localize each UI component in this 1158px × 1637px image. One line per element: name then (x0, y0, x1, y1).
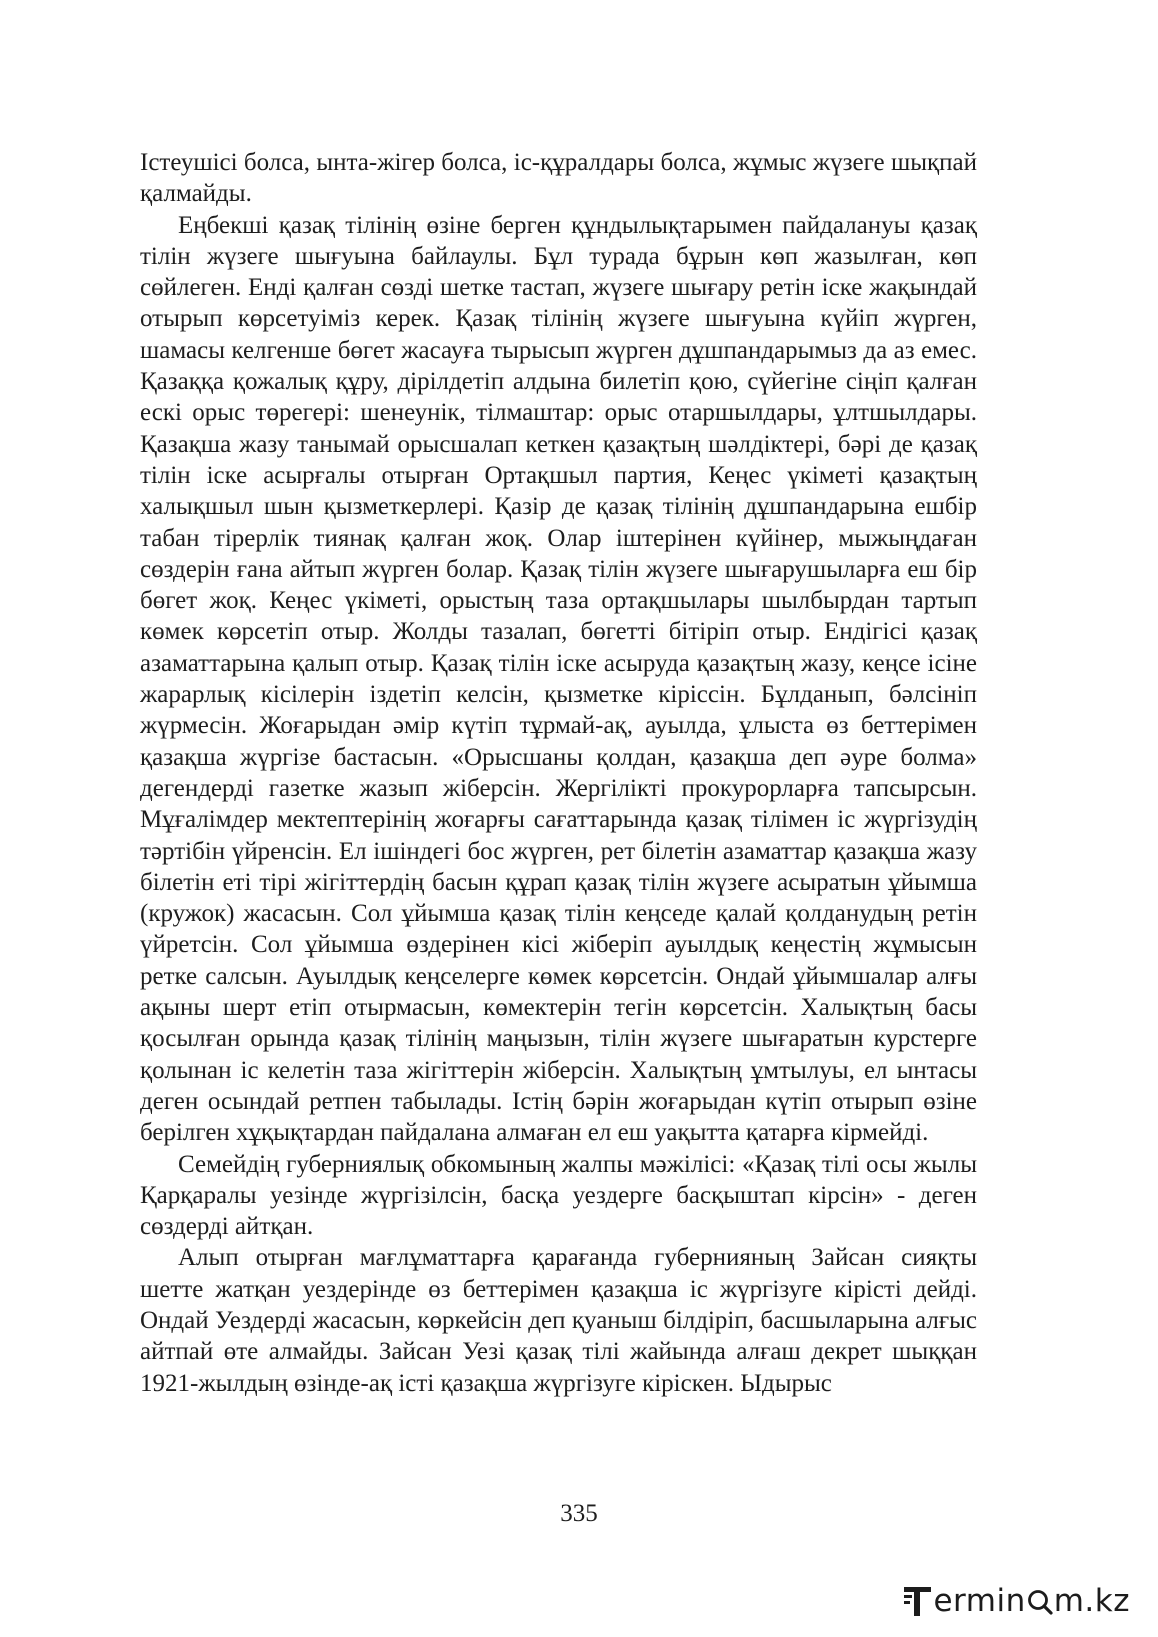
watermark-text-start: ermin (933, 1583, 1026, 1619)
paragraph-2: Еңбекші қазақ тілінің өзіне берген құндылықтарымен пайдалануы қазақ тілін жүзеге шығуына байлаулы. Бұл турада бұрын көп жазылған, көп сөйлеген. Енді қалған сөзді шетке тастап, жүзеге шығару ретін іске жақындай отырып көрсетуіміз керек. Қазақ тілінің жүзеге шығуына күйіп жүрген, шамасы келгенше бөгет жасауға тырысып жүрген дұшпандарымыз да аз емес. Қазаққа қожалық құру, дірілдетіп алдына билетіп қою, сүйегіне сіңіп қалған ескі орыс төрегері: шенеунік, тілмаштар: орыс отаршылдары, ұлтшылдары. Қазақша жазу танымай орысшалап кеткен қазақтың шәлдіктері, бәрі де қазақ тілін іске асырғалы отырған Ортақшыл партия, Кеңес үкіметі қазақтың халықшыл шын қызметкерлері. Қазір де қазақ тілінің дұшпандарына ешбір табан тірерлік тиянақ қалған жоқ. Олар іштерінен күйінер, мыжыңдаған сөздерін ғана айтып жүрген болар. Қазақ тілін жүзеге шығарушыларға еш бір бөгет жоқ. Кеңес үкіметі, орыстың таза ортақшылары шылбырдан тартып көмек көрсетіп отыр. Жолды тазалап, бөгетті бітіріп отыр. Ендігісі қазақ азаматтарына қалып отыр. Қазақ тілін іске асыруда қазақтың жазу, кеңсе ісіне жарарлық кісілерін іздетіп келсін, қызметке кіріссін. Бұлданып, бәлсініп жүрмесін. Жоғарыдан әмір күтіп тұрмай-ақ, ауылда, ұлыста өз беттерімен қазақша жүргізе бастасын. «Орысшаны қолдан, қазақша деп әуре болма» дегендерді газетке жазып жіберсін. Жергілікті прокурорларға тапсырсын. Мұғалімдер мектептерінің жоғарғы сағаттарында қазақ тілімен іс жүргізудің тәртібін үйренсін. Ел ішіндегі бос жүрген, рет білетін азаматтар қазақша жазу білетін еті тірі жігіттердің басын құрап қазақ тілін жүзеге асыратын ұйымша (кружок) жасасын. Сол ұйымша қазақ тілін кеңседе қалай қолданудың ретін үйретсін. Сол ұйымша өздерінен кісі жіберіп ауылдық кеңестің жұмысын ретке салсын. Ауылдық кеңселерге көмек көрсетсін. Ондай ұйымшалар алғы ақыны шерт етіп отырмасын, көмектерін тегін көрсетсін. Халықтың басы қосылған орында қазақ тілінің маңызын, тілін жүзеге шығаратын курстерге қолынан іс келетін таза жігіттерін жіберсін. Халықтың ұмтылуы, ел ынтасы деген осындай ретпен табылады. Істің бәрін жоғарыдан күтіп отырып өзіне берілген хұқықтардан пайдалана алмаған ел еш уақытта қатарға кірмейді. (140, 211, 977, 1147)
stylized-t-icon (903, 1584, 933, 1618)
page-number: 335 (560, 1500, 598, 1527)
body-text (140, 147, 977, 1399)
paragraph-1: Істеушісі болса, ынта-жігер болса, іс-құралдары болса, жұмыс жүзеге шықпай қалмайды. (140, 149, 977, 208)
site-watermark (903, 1581, 1130, 1621)
paragraph-3: Семейдің губерниялық обкомының жалпы мәжілісі: «Қазақ тілі осы жылы Қарқаралы уезінде жүргізілсін, басқа уездерге басқыштап кірсін» - деген сөздерді айтқан. (140, 1150, 977, 1241)
paragraph-4: Алып отырған мағлұматтарға қарағанда губернияның Зайсан сияқты шетте жатқан уездерінде өз беттерімен қазақша іс жүргізуге кірісті дейді. Ондай Уездерді жасасын, көркейсін деп қуаныш білдіріп, басшыларына алғыс айтпай өте алмайды. Зайсан Уезі қазақ тілі жайында алғаш декрет шыққан 1921-жылдың өзінде-ақ істі қазақша жүргізуге кіріскен. Ыдырыс (140, 1244, 977, 1397)
watermark-text-end: m.kz (1053, 1583, 1130, 1619)
magnifier-o-icon (1027, 1587, 1053, 1615)
